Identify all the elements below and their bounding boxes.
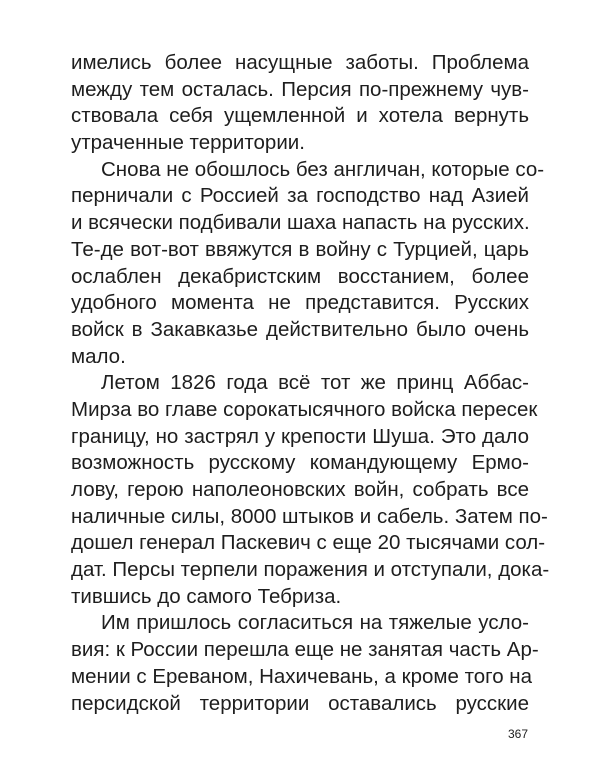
text-line: вия: к России перешла еще не занятая часть Ар-	[71, 638, 539, 662]
text-line: возможность русскому командующему Ермо-	[71, 451, 529, 475]
text-line: удобного момента не представится. Русских	[71, 291, 529, 315]
text-line: Мирза во главе сорокатысячного войска пересек	[71, 397, 538, 421]
text-line: границу, но застрял у крепости Шуша. Это дало	[71, 424, 529, 448]
text-line: утраченные территории.	[71, 131, 305, 155]
text-line: ослаблен декабристским восстанием, более	[71, 264, 529, 288]
text-line: войск в Закавказье действительно было очень	[71, 317, 529, 341]
text-line: дошел генерал Паскевич с еще 20 тысячами сол-	[71, 531, 546, 555]
text-line: Им пришлось согласиться на тяжелые усло-	[101, 611, 529, 635]
text-line: тившись до самого Тебриза.	[71, 584, 342, 608]
text-line: перничали с Россией за господство над Азией	[71, 184, 529, 208]
text-line: имелись более насущные заботы. Проблема	[71, 51, 529, 74]
body-text	[71, 50, 550, 717]
page-number: 367	[507, 727, 528, 741]
text-line: персидской территории оставались русские	[71, 691, 529, 715]
text-line: Снова не обошлось без англичан, которые со-	[101, 157, 545, 181]
text-line: мало.	[71, 344, 126, 368]
text-line: дат. Персы терпели поражения и отступали, дока-	[71, 558, 550, 582]
text-line: лову, герою наполеоновских войн, собрать все	[71, 478, 529, 501]
text-line: мении с Ереваном, Нахичевань, а кроме того на	[71, 664, 533, 688]
text-line: ствовала себя ущемленной и хотела вернуть	[71, 104, 529, 128]
text-line: Летом 1826 года всё тот же принц Аббас-	[101, 371, 529, 395]
text-line: наличные силы, 8000 штыков и сабель. Затем по-	[71, 504, 548, 528]
text-line: между тем осталась. Персия по-прежнему чув-	[71, 77, 529, 101]
text-line: и всячески подбивали шаха напасть на русских.	[71, 211, 530, 235]
text-line: Те-де вот-вот ввяжутся в войну с Турцией, царь	[71, 237, 529, 261]
